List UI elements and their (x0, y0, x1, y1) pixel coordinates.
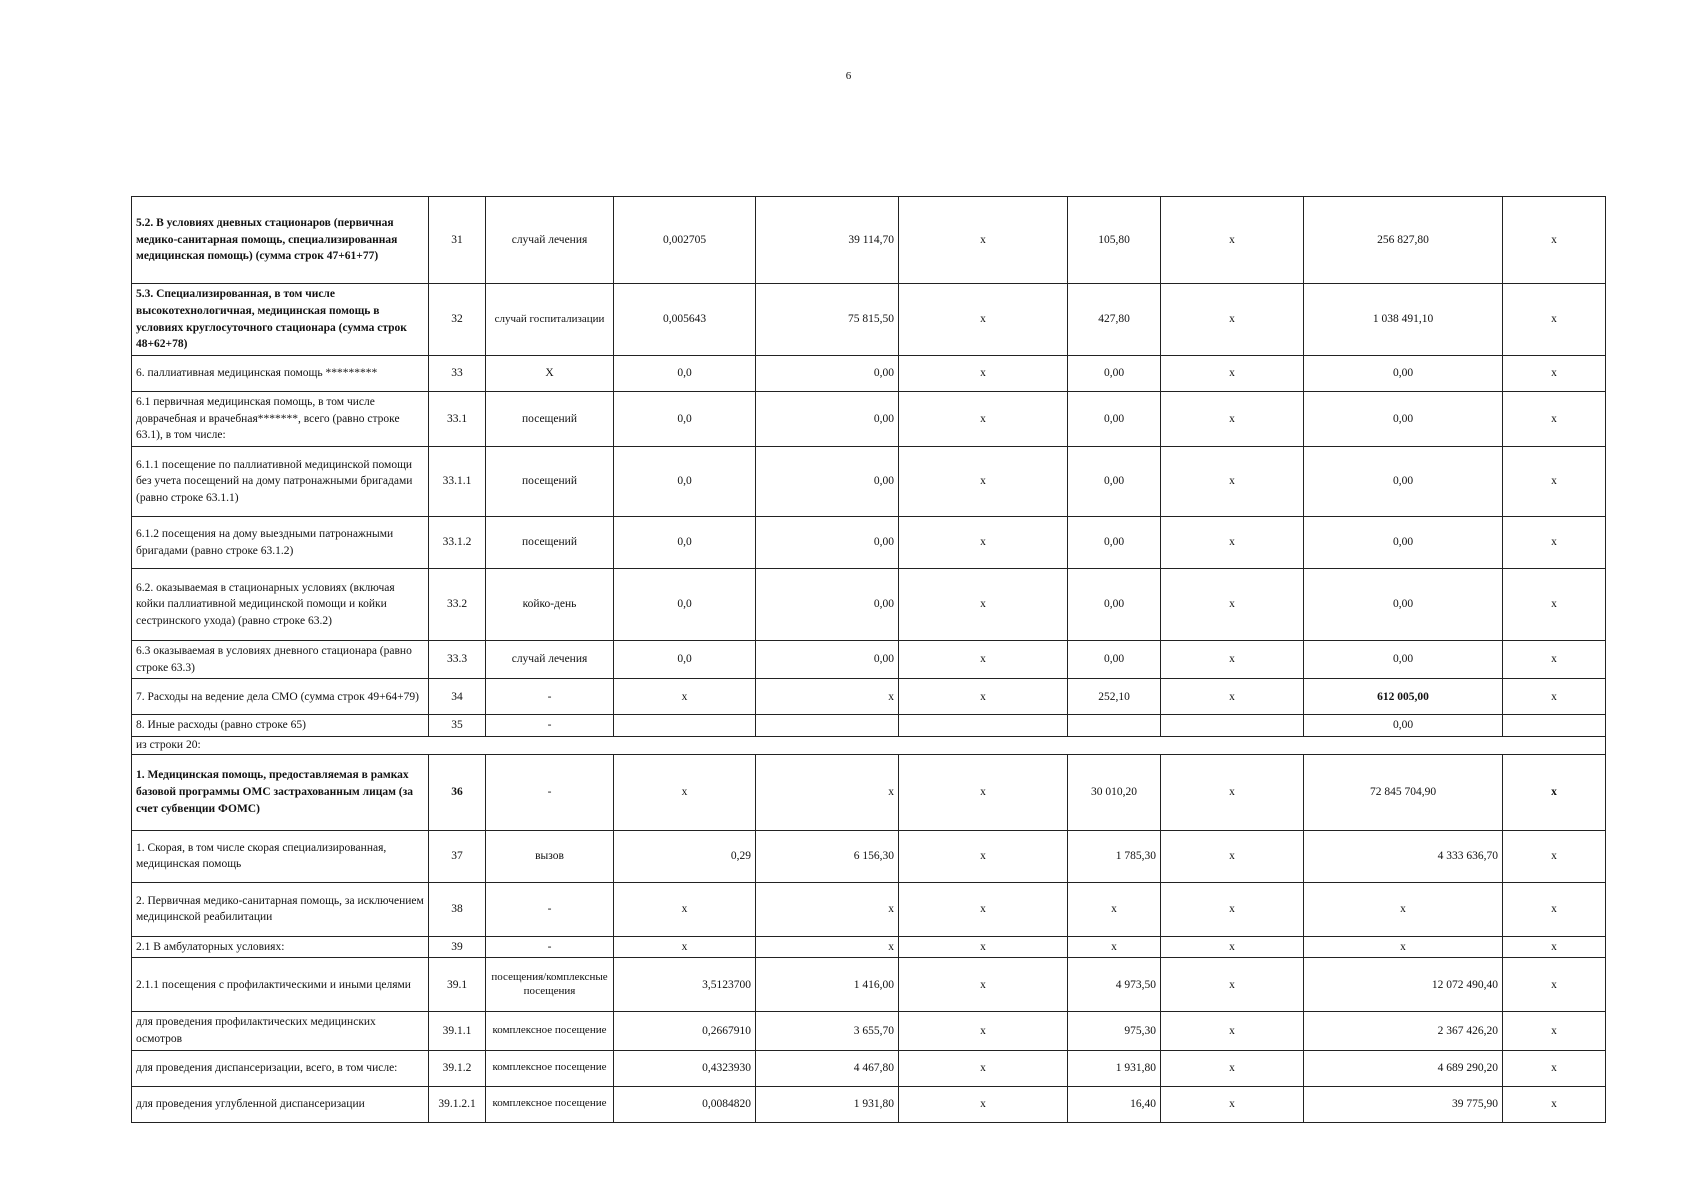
cell-name: для проведения профилактических медицинских осмотров (132, 1012, 429, 1050)
norms-table (131, 196, 1606, 1123)
table-row (132, 754, 1606, 830)
cell-total-budget: х (1161, 958, 1304, 1012)
cell-per-capita-oms: х (1068, 936, 1161, 958)
table-row (132, 569, 1606, 641)
cell-unit: комплексное посещение (486, 1050, 614, 1086)
cell-cost: 75 815,50 (756, 284, 899, 356)
cell-unit: посещений (486, 517, 614, 569)
cell-code: 33.3 (429, 641, 486, 679)
table-row (132, 830, 1606, 882)
table-row (132, 679, 1606, 715)
table-row (132, 197, 1606, 284)
cell-unit: случай госпитализации (486, 284, 614, 356)
cell-name: 2.1 В амбулаторных условиях: (132, 936, 429, 958)
cell-unit: койко-день (486, 569, 614, 641)
cell-total-budget: х (1161, 392, 1304, 447)
cell-percent: х (1503, 284, 1606, 356)
cell-code: 39.1.2.1 (429, 1086, 486, 1122)
cell-name: для проведения углубленной диспансеризации (132, 1086, 429, 1122)
cell-unit: - (486, 715, 614, 737)
cell-code: 32 (429, 284, 486, 356)
cell-norm: х (614, 754, 756, 830)
cell-total-budget: х (1161, 641, 1304, 679)
cell-unit: комплексное посещение (486, 1086, 614, 1122)
cell-norm: 0,0 (614, 569, 756, 641)
cell-cost: 0,00 (756, 569, 899, 641)
cell-name: 1. Медицинская помощь, предоставляемая в рамках базовой программы ОМС застрахованным лицам (за счет субвенции ФОМС) (132, 754, 429, 830)
cell-percent: х (1503, 754, 1606, 830)
cell-total-oms: 1 038 491,10 (1304, 284, 1503, 356)
cell-percent: х (1503, 517, 1606, 569)
page-number: 6 (845, 70, 852, 82)
cell-total-budget: х (1161, 830, 1304, 882)
cell-name: 1. Скорая, в том числе скорая специализированная, медицинская помощь (132, 830, 429, 882)
cell-norm: 0,0 (614, 356, 756, 392)
cell-total-oms: 12 072 490,40 (1304, 958, 1503, 1012)
cell-norm: 0,0 (614, 447, 756, 517)
cell-total-oms: 2 367 426,20 (1304, 1012, 1503, 1050)
cell-name: 6.2. оказываемая в стационарных условиях (включая койки паллиативной медицинской помощи и койки сестринского ухода) (равно строке 63.2) (132, 569, 429, 641)
cell-cost: х (756, 936, 899, 958)
cell-name: 2.1.1 посещения с профилактическими и иными целями (132, 958, 429, 1012)
cell-per-capita-budget: х (899, 936, 1068, 958)
cell-code: 33.1 (429, 392, 486, 447)
cell-unit: - (486, 936, 614, 958)
cell-percent: х (1503, 569, 1606, 641)
cell-per-capita-oms (1068, 715, 1161, 737)
cell-cost: х (756, 679, 899, 715)
cell-unit: - (486, 882, 614, 936)
table-row (132, 958, 1606, 1012)
cell-per-capita-oms: 0,00 (1068, 356, 1161, 392)
cell-total-oms: 72 845 704,90 (1304, 754, 1503, 830)
table-row (132, 517, 1606, 569)
cell-norm: х (614, 882, 756, 936)
cell-unit: посещений (486, 447, 614, 517)
cell-percent: х (1503, 1012, 1606, 1050)
cell-per-capita-oms: 30 010,20 (1068, 754, 1161, 830)
cell-total-oms: 0,00 (1304, 641, 1503, 679)
from-line-label: из строки 20: (132, 737, 1606, 755)
cell-cost: 3 655,70 (756, 1012, 899, 1050)
cell-total-budget: х (1161, 882, 1304, 936)
cell-code: 33 (429, 356, 486, 392)
table-row (132, 392, 1606, 447)
cell-name: 5.2. В условиях дневных стационаров (первичная медико-санитарная помощь, специализированная медицинская помощь) (сумма строк 47+61+77) (132, 197, 429, 284)
cell-total-oms: 256 827,80 (1304, 197, 1503, 284)
cell-norm: 0,2667910 (614, 1012, 756, 1050)
cell-unit: - (486, 679, 614, 715)
table-row (132, 284, 1606, 356)
cell-unit: случай лечения (486, 197, 614, 284)
cell-per-capita-oms: 0,00 (1068, 641, 1161, 679)
cell-per-capita-oms: 0,00 (1068, 569, 1161, 641)
cell-per-capita-budget: х (899, 356, 1068, 392)
cell-per-capita-oms: 252,10 (1068, 679, 1161, 715)
cell-total-oms: 0,00 (1304, 517, 1503, 569)
cell-total-budget: х (1161, 936, 1304, 958)
cell-percent: х (1503, 882, 1606, 936)
cell-name: для проведения диспансеризации, всего, в том числе: (132, 1050, 429, 1086)
cell-per-capita-oms: 105,80 (1068, 197, 1161, 284)
cell-code: 33.1.1 (429, 447, 486, 517)
cell-total-budget: х (1161, 1086, 1304, 1122)
cell-percent: х (1503, 197, 1606, 284)
cell-percent: х (1503, 936, 1606, 958)
cell-per-capita-oms: х (1068, 882, 1161, 936)
cell-cost: х (756, 754, 899, 830)
cell-per-capita-budget: х (899, 1012, 1068, 1050)
cell-cost: 1 931,80 (756, 1086, 899, 1122)
cell-per-capita-budget: х (899, 1086, 1068, 1122)
cell-name: 6.1.2 посещения на дому выездными патронажными бригадами (равно строке 63.1.2) (132, 517, 429, 569)
cell-norm: 0,0 (614, 517, 756, 569)
cell-code: 31 (429, 197, 486, 284)
cell-name: 8. Иные расходы (равно строке 65) (132, 715, 429, 737)
table-row (132, 1086, 1606, 1122)
cell-total-budget: х (1161, 569, 1304, 641)
cell-unit: Х (486, 356, 614, 392)
cell-total-oms: 39 775,90 (1304, 1086, 1503, 1122)
cell-norm (614, 715, 756, 737)
cell-norm: 0,0 (614, 392, 756, 447)
table-row (132, 737, 1606, 755)
cell-cost: 39 114,70 (756, 197, 899, 284)
cell-per-capita-oms: 1 785,30 (1068, 830, 1161, 882)
cell-total-oms: 0,00 (1304, 447, 1503, 517)
cell-per-capita-oms: 1 931,80 (1068, 1050, 1161, 1086)
cell-cost: 0,00 (756, 641, 899, 679)
cell-percent (1503, 715, 1606, 737)
table-row (132, 447, 1606, 517)
cell-code: 39.1.1 (429, 1012, 486, 1050)
table-row (132, 715, 1606, 737)
cell-total-oms: 4 333 636,70 (1304, 830, 1503, 882)
cell-per-capita-oms: 0,00 (1068, 447, 1161, 517)
cell-per-capita-budget: х (899, 679, 1068, 715)
cell-name: 7. Расходы на ведение дела СМО (сумма строк 49+64+79) (132, 679, 429, 715)
cell-per-capita-budget: х (899, 754, 1068, 830)
cell-per-capita-oms: 4 973,50 (1068, 958, 1161, 1012)
cell-code: 38 (429, 882, 486, 936)
cell-per-capita-budget: х (899, 830, 1068, 882)
cell-per-capita-oms: 0,00 (1068, 517, 1161, 569)
table-row (132, 936, 1606, 958)
cell-total-budget (1161, 715, 1304, 737)
cell-name: 6. паллиативная медицинская помощь ********* (132, 356, 429, 392)
cell-unit: комплексное посещение (486, 1012, 614, 1050)
cell-percent: х (1503, 447, 1606, 517)
cell-per-capita-oms: 0,00 (1068, 392, 1161, 447)
cell-per-capita-budget: х (899, 392, 1068, 447)
cell-per-capita-budget (899, 715, 1068, 737)
cell-cost: 0,00 (756, 356, 899, 392)
cell-percent: х (1503, 1086, 1606, 1122)
cell-norm: 0,4323930 (614, 1050, 756, 1086)
cell-unit: вызов (486, 830, 614, 882)
cell-total-oms: 0,00 (1304, 392, 1503, 447)
cell-norm: х (614, 936, 756, 958)
cell-percent: х (1503, 1050, 1606, 1086)
cell-total-budget: х (1161, 1012, 1304, 1050)
cell-cost: 4 467,80 (756, 1050, 899, 1086)
cell-cost (756, 715, 899, 737)
cell-name: 5.3. Специализированная, в том числе высокотехнологичная, медицинская помощь в условиях круглосуточного стационара (сумма строк 48+62+78) (132, 284, 429, 356)
cell-total-budget: х (1161, 284, 1304, 356)
table-row (132, 641, 1606, 679)
cell-percent: х (1503, 641, 1606, 679)
cell-percent: х (1503, 958, 1606, 1012)
cell-code: 39 (429, 936, 486, 958)
cell-norm: 0,0 (614, 641, 756, 679)
cell-name: 6.1.1 посещение по паллиативной медицинской помощи без учета посещений на дому патронажными бригадами (равно строке 63.1.1) (132, 447, 429, 517)
cell-per-capita-budget: х (899, 569, 1068, 641)
cell-norm: 0,0084820 (614, 1086, 756, 1122)
cell-name: 6.1 первичная медицинская помощь, в том числе доврачебная и врачебная*******, всего (равно строке 63.1), в том числе: (132, 392, 429, 447)
cell-percent: х (1503, 356, 1606, 392)
table-row (132, 1050, 1606, 1086)
cell-code: 39.1 (429, 958, 486, 1012)
cell-total-budget: х (1161, 197, 1304, 284)
cell-percent: х (1503, 392, 1606, 447)
cell-total-budget: х (1161, 447, 1304, 517)
cell-name: 2. Первичная медико-санитарная помощь, за исключением медицинской реабилитации (132, 882, 429, 936)
cell-code: 34 (429, 679, 486, 715)
cell-per-capita-budget: х (899, 517, 1068, 569)
cell-per-capita-budget: х (899, 882, 1068, 936)
cell-name: 6.3 оказываемая в условиях дневного стационара (равно строке 63.3) (132, 641, 429, 679)
cell-per-capita-budget: х (899, 284, 1068, 356)
cell-percent: х (1503, 830, 1606, 882)
cell-cost: х (756, 882, 899, 936)
cell-cost: 1 416,00 (756, 958, 899, 1012)
cell-total-budget: х (1161, 1050, 1304, 1086)
cell-code: 39.1.2 (429, 1050, 486, 1086)
cell-cost: 0,00 (756, 392, 899, 447)
cell-per-capita-budget: х (899, 641, 1068, 679)
cell-total-oms: 0,00 (1304, 356, 1503, 392)
cell-total-oms: 0,00 (1304, 715, 1503, 737)
cell-cost: 0,00 (756, 517, 899, 569)
cell-total-oms: х (1304, 936, 1503, 958)
cell-norm: 0,005643 (614, 284, 756, 356)
cell-code: 35 (429, 715, 486, 737)
cell-per-capita-oms: 427,80 (1068, 284, 1161, 356)
cell-per-capita-budget: х (899, 447, 1068, 517)
cell-code: 33.2 (429, 569, 486, 641)
table-row (132, 356, 1606, 392)
cell-cost: 6 156,30 (756, 830, 899, 882)
cell-total-budget: х (1161, 754, 1304, 830)
cell-code: 36 (429, 754, 486, 830)
table-row (132, 882, 1606, 936)
cell-norm: 0,29 (614, 830, 756, 882)
cell-total-budget: х (1161, 679, 1304, 715)
cell-code: 37 (429, 830, 486, 882)
cell-per-capita-oms: 16,40 (1068, 1086, 1161, 1122)
cell-per-capita-budget: х (899, 1050, 1068, 1086)
table-row (132, 1012, 1606, 1050)
cell-norm: х (614, 679, 756, 715)
cell-per-capita-budget: х (899, 958, 1068, 1012)
cell-total-budget: х (1161, 356, 1304, 392)
cell-total-oms: х (1304, 882, 1503, 936)
cell-total-budget: х (1161, 517, 1304, 569)
cell-per-capita-budget: х (899, 197, 1068, 284)
cell-norm: 3,5123700 (614, 958, 756, 1012)
cell-unit: случай лечения (486, 641, 614, 679)
cell-total-oms: 0,00 (1304, 569, 1503, 641)
cell-unit: - (486, 754, 614, 830)
cell-unit: посещений (486, 392, 614, 447)
cell-code: 33.1.2 (429, 517, 486, 569)
cell-cost: 0,00 (756, 447, 899, 517)
cell-total-oms: 4 689 290,20 (1304, 1050, 1503, 1086)
cell-total-oms: 612 005,00 (1304, 679, 1503, 715)
cell-norm: 0,002705 (614, 197, 756, 284)
cell-unit: посещения/комплексные посещения (486, 958, 614, 1012)
cell-per-capita-oms: 975,30 (1068, 1012, 1161, 1050)
cell-percent: х (1503, 679, 1606, 715)
